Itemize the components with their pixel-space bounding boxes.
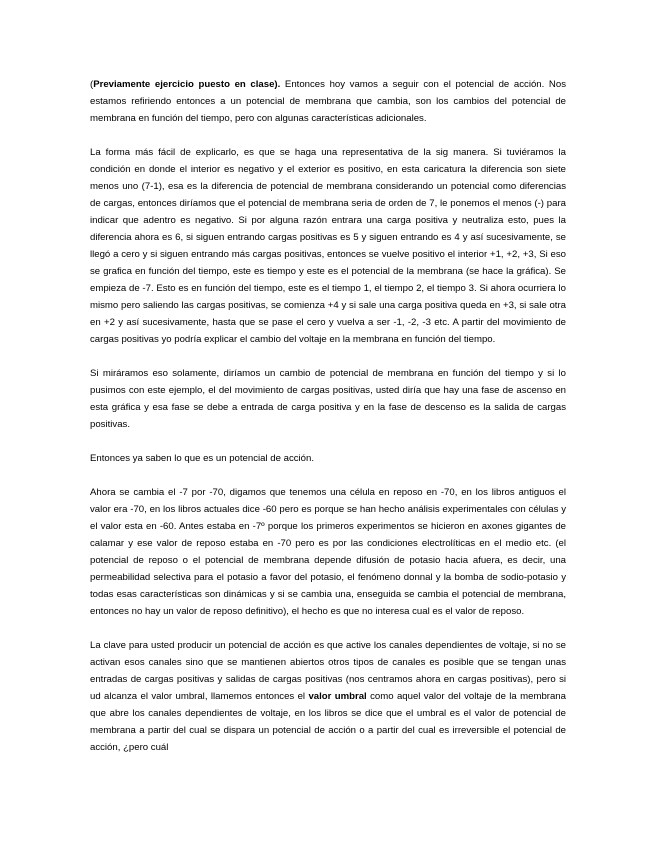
paragraph-summary: Entonces ya saben lo que es un potencial de acción. (90, 453, 315, 464)
paragraph-resting-potential: Ahora se cambia el -7 por -70, digamos que tenemos una célula en reposo en -70, en los libros antiguos el valor era -70, en los libros actuales dice -60 pero es porque se han hecho análisis experimentales con células y el valor esta en -60. Antes estaba en -7º porque los primeros experimentos se hicieron en axones gigantes de calamar y ese valor de reposo estaba en -70 pero es por las condiciones electrolíticas en el medio etc. (el potencial de reposo o el potencial de membrana depende difusión de potasio hacia afuera, es decir, una permeabilidad selectiva para el potasio a favor del potasio, el fenómeno donnal y la bomba de sodio-potasio y todas esas características son dinámicas y si se cambia una, enseguida se cambia el potencial de membrana, entonces no hay un valor de reposo definitivo), el hecho es que no interesa cual es el valor de reposo. (90, 487, 566, 617)
intro-text: Entonces hoy vamos a seguir con el potencial de acción. Nos estamos refiriendo entonces a un potencial de membrana que cambia, son los cambios del potencial de membrana en función del tiempo, pero con algunas características adicionales. (90, 79, 566, 124)
document-body (90, 76, 566, 756)
threshold-text-after: como aquel valor del voltaje de la membrana que abre los canales dependientes de voltaje, en los libros se dice que el umbral es el valor de potencial de membrana a partir del cual se dispara un potencial de acción o a partir del cual es irreversible el potencial de acción, ¿pero cuál (90, 691, 566, 753)
intro-open-paren: ( (90, 79, 94, 90)
threshold-bold-term: valor umbral (308, 691, 367, 702)
paragraph-phases: Si miráramos eso solamente, diríamos un cambio de potencial de membrana en función del tiempo y si lo pusimos con este ejemplo, el del movimiento de cargas positivas, usted diría que hay una fase de ascenso en esta gráfica y esa fase se debe a entrada de carga positiva y en la fase de descenso es la salida de cargas positivas. (90, 368, 566, 430)
paragraph-explanation: La forma más fácil de explicarlo, es que se haga una representativa de la sig manera. Si tuviéramos la condición en donde el interior es negativo y el exterior es positivo, en esta caricatura la diferencia son siete menos uno (7-1), esa es la diferencia de potencial de membrana considerando un potencial como diferencias de cargas, entonces diríamos que el potencial de membrana seria de orden de 7, le ponemos el menos (-) para indicar que adentro es negativo. Si por alguna razón entrara una carga positiva y neutraliza esto, pues la diferencia ahora es 6, si siguen entrando cargas positivas es 5 y siguen entrando es 4 y así sucesivamente, se llegó a cero y si siguen entrando más cargas positivas, entonces se vuelve positivo el interior +1, +2, +3, Si eso se grafica en función del tiempo, este es tiempo y este es el potencial de la membrana (se hace la gráfica). Se empieza de -7. Esto es en función del tiempo, este es el tiempo 1, el tiempo 2, el tiempo 3. Si ahora ocurriera lo mismo pero saliendo las cargas positivas, se comienza +4 y si sale una carga positiva queda en +3, si sale otra en +2 y así sucesivamente, hasta que se pase el cero y vuelva a ser -1, -2, -3 etc. A partir del movimiento de cargas positivas yo podría explicar el cambio del voltaje en la membrana en función del tiempo. (90, 147, 566, 345)
intro-bold-lead: Previamente ejercicio puesto en clase). (93, 79, 281, 90)
threshold-text-before: La clave para usted producir un potencial de acción es que active los canales dependientes de voltaje, si no se activan esos canales sino que se mantienen abiertos otros tipos de canales es posible que se tengan unas entradas de cargas positivas y salidas de cargas positivas (nos centramos ahora en cargas positivas), pero si ud alcanza el valor umbral, llamemos entonces el (90, 640, 566, 702)
paragraph-threshold (90, 637, 566, 756)
paragraph-intro (90, 76, 566, 127)
